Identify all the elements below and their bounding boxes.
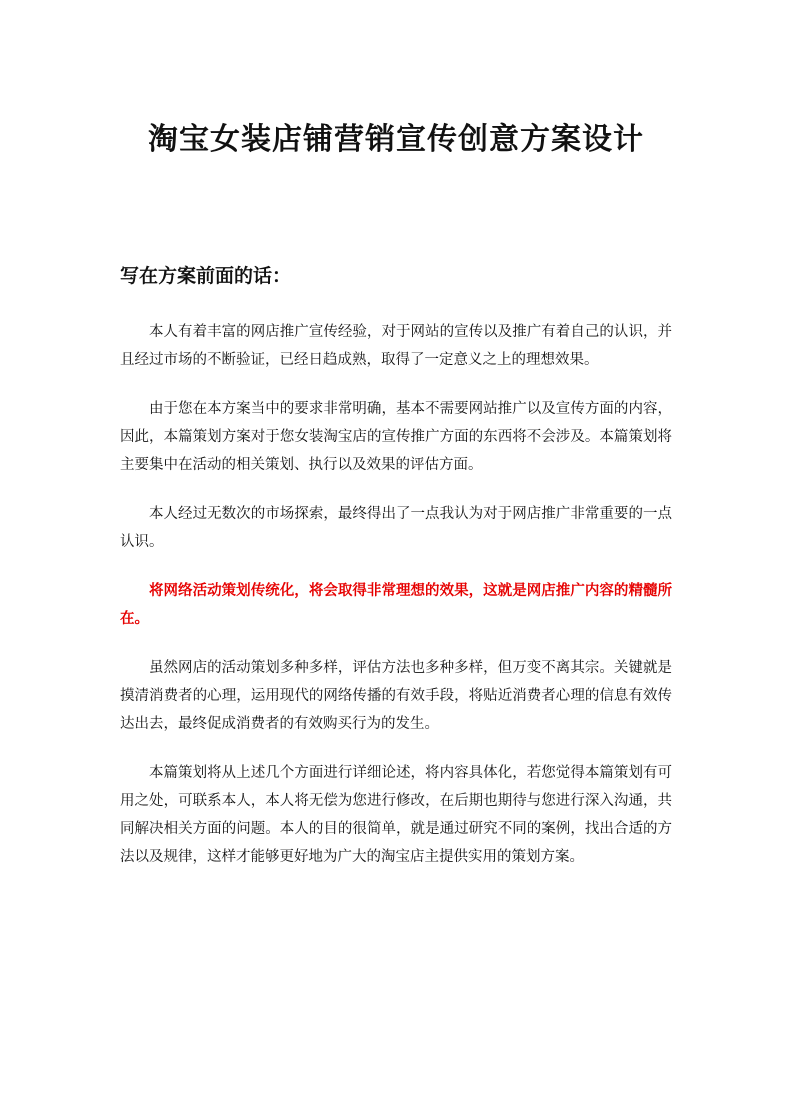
paragraph-conclusion: 本篇策划将从上述几个方面进行详细论述，将内容具体化，若您觉得本篇策划有可用之处，可联系本人，本人将无偿为您进行修改，在后期也期待与您进行深入沟通，共同解决相关方面的问题。本人的目的很简单，就是通过研究不同的案例，找出合适的方法以及规律，这样才能够更好地为广大的淘宝店主提供实用的策划方案。 bbox=[120, 765, 672, 865]
paragraph-insight: 本人经过无数次的市场探索，最终得出了一点我认为对于网店推广非常重要的一点认识。 bbox=[120, 506, 672, 550]
document-title: 淘宝女装店铺营销宣传创意方案设计 bbox=[148, 122, 644, 157]
document-body bbox=[120, 318, 672, 892]
paragraph-experience: 本人有着丰富的网店推广宣传经验，对于网站的宣传以及推广有着自己的认识，并且经过市场的不断验证，已经日趋成熟，取得了一定意义之上的理想效果。 bbox=[120, 324, 672, 368]
paragraph-key-point: 将网络活动策划传统化，将会取得非常理想的效果，这就是网店推广内容的精髓所在。 bbox=[120, 583, 672, 627]
section-heading: 写在方案前面的话： bbox=[120, 265, 292, 287]
paragraph-consumer-psychology: 虽然网店的活动策划多种多样，评估方法也多种多样，但万变不离其宗。关键就是摸清消费者的心理，运用现代的网络传播的有效手段，将贴近消费者心理的信息有效传达出去，最终促成消费者的有效购买行为的发生。 bbox=[120, 660, 672, 732]
paragraph-scope: 由于您在本方案当中的要求非常明确，基本不需要网站推广以及宣传方面的内容，因此，本篇策划方案对于您女装淘宝店的宣传推广方面的东西将不会涉及。本篇策划将主要集中在活动的相关策划、执行以及效果的评估方面。 bbox=[120, 401, 672, 473]
